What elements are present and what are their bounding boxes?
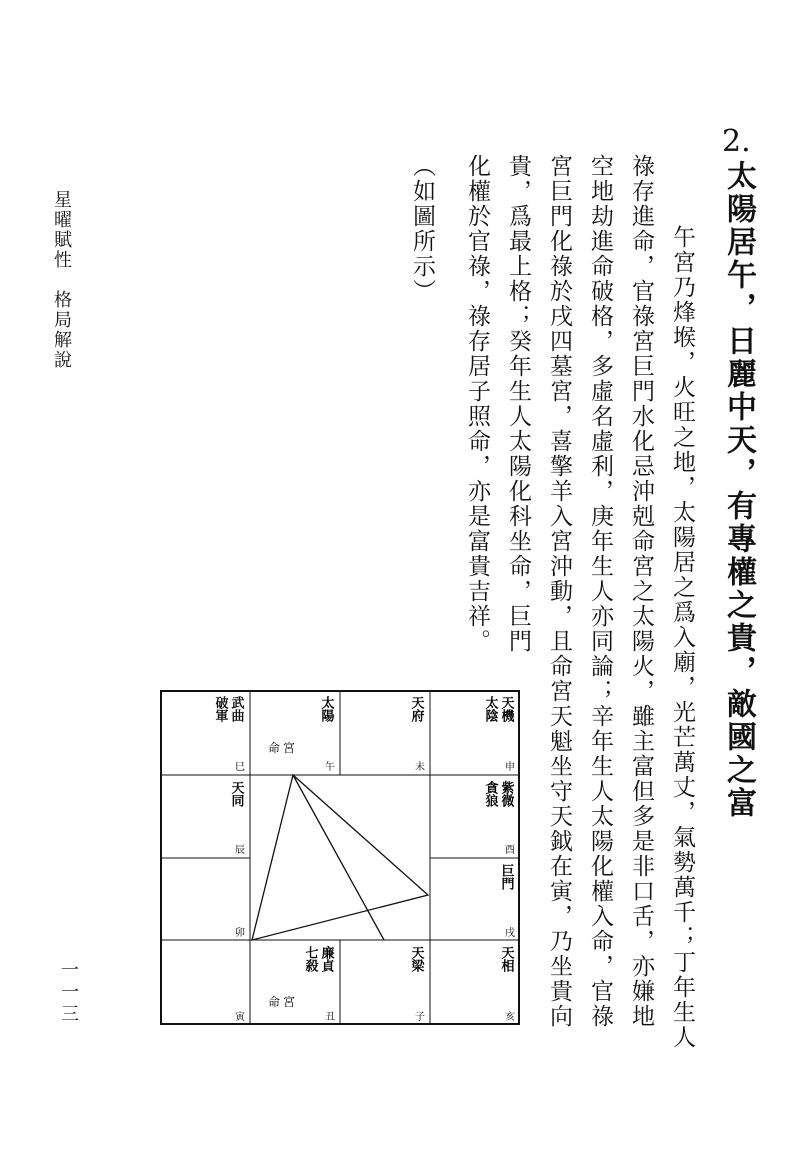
body-column: 午宮乃烽堠，火旺之地，太陽居之爲入廟，光芒萬丈，氣勢萬千；丁年生人 bbox=[669, 200, 695, 1050]
cell-shen-stars: 天機 bbox=[498, 696, 514, 722]
page-number: 一一三 bbox=[58, 960, 79, 1026]
cell-wu-stars: 太陽 bbox=[318, 696, 334, 722]
cell-si-branch: 巳 bbox=[235, 762, 245, 773]
cell-you-branch: 酉 bbox=[505, 845, 515, 856]
cell-zi-stars: 天梁 bbox=[408, 946, 424, 972]
cell-yin-branch: 寅 bbox=[235, 1012, 245, 1023]
cell-wu-branch: 午 bbox=[325, 762, 335, 773]
cell-you-stars-2: 貪狼 bbox=[482, 781, 498, 807]
cell-chen-branch: 辰 bbox=[235, 845, 245, 856]
cell-wei-stars: 天府 bbox=[408, 696, 424, 722]
cell-hai-stars: 天相 bbox=[498, 946, 514, 972]
cell-chou-stars: 廉貞 bbox=[318, 946, 334, 972]
body-column: 化權於官祿，祿存居子照命，亦是富貴吉祥。 bbox=[464, 154, 490, 654]
cell-shen-stars-2: 太陰 bbox=[482, 696, 498, 722]
body-column: 宮巨門化祿於戌四墓宮，喜擎羊入宮沖動，且命宮天魁坐守天鉞在寅，乃坐貴向 bbox=[546, 154, 572, 1029]
cell-chou-branch: 丑 bbox=[325, 1012, 335, 1023]
body-column: 祿存進命，官祿宮巨門水化忌沖剋命宮之太陽火，雖主富但多是非口舌，亦嫌地 bbox=[628, 154, 654, 1029]
cell-hai-branch: 亥 bbox=[505, 1012, 515, 1023]
cell-mao-branch: 卯 bbox=[235, 928, 245, 939]
cell-chou-label: 命宮 bbox=[268, 995, 299, 1009]
running-header: 星曜賦性 格局解說 bbox=[51, 190, 72, 370]
cell-si-stars: 武曲 bbox=[228, 696, 244, 722]
cell-xu-stars: 巨門 bbox=[498, 864, 514, 890]
cell-si-stars-2: 破軍 bbox=[212, 696, 228, 722]
cell-wu-label: 命宮 bbox=[268, 741, 299, 755]
cell-zi-branch: 子 bbox=[415, 1012, 425, 1023]
cell-shen-branch: 申 bbox=[505, 762, 515, 773]
triangle-line bbox=[293, 775, 384, 940]
heading-number: 2. bbox=[722, 124, 751, 159]
cell-xu-branch: 戌 bbox=[505, 928, 515, 939]
body-column: 空地劫進命破格，多虛名虛利，庚年生人亦同論；辛年生人太陽化權入命，官祿 bbox=[587, 154, 613, 1029]
triangle-lines bbox=[252, 775, 428, 940]
body-column: 貴，爲最上格；癸年生人太陽化科坐命，巨門 bbox=[505, 154, 531, 654]
body-column: （如圖所示） bbox=[409, 154, 435, 304]
cell-you-stars: 紫微 bbox=[498, 781, 514, 807]
cell-wei-branch: 未 bbox=[415, 762, 425, 773]
ziwei-chart bbox=[160, 690, 520, 1025]
heading-title: 太陽居午，日麗中天，有專權之貴，敵國之富 bbox=[721, 160, 756, 820]
cell-chou-stars-2: 七殺 bbox=[302, 946, 318, 972]
cell-chen-stars: 天同 bbox=[228, 781, 244, 807]
